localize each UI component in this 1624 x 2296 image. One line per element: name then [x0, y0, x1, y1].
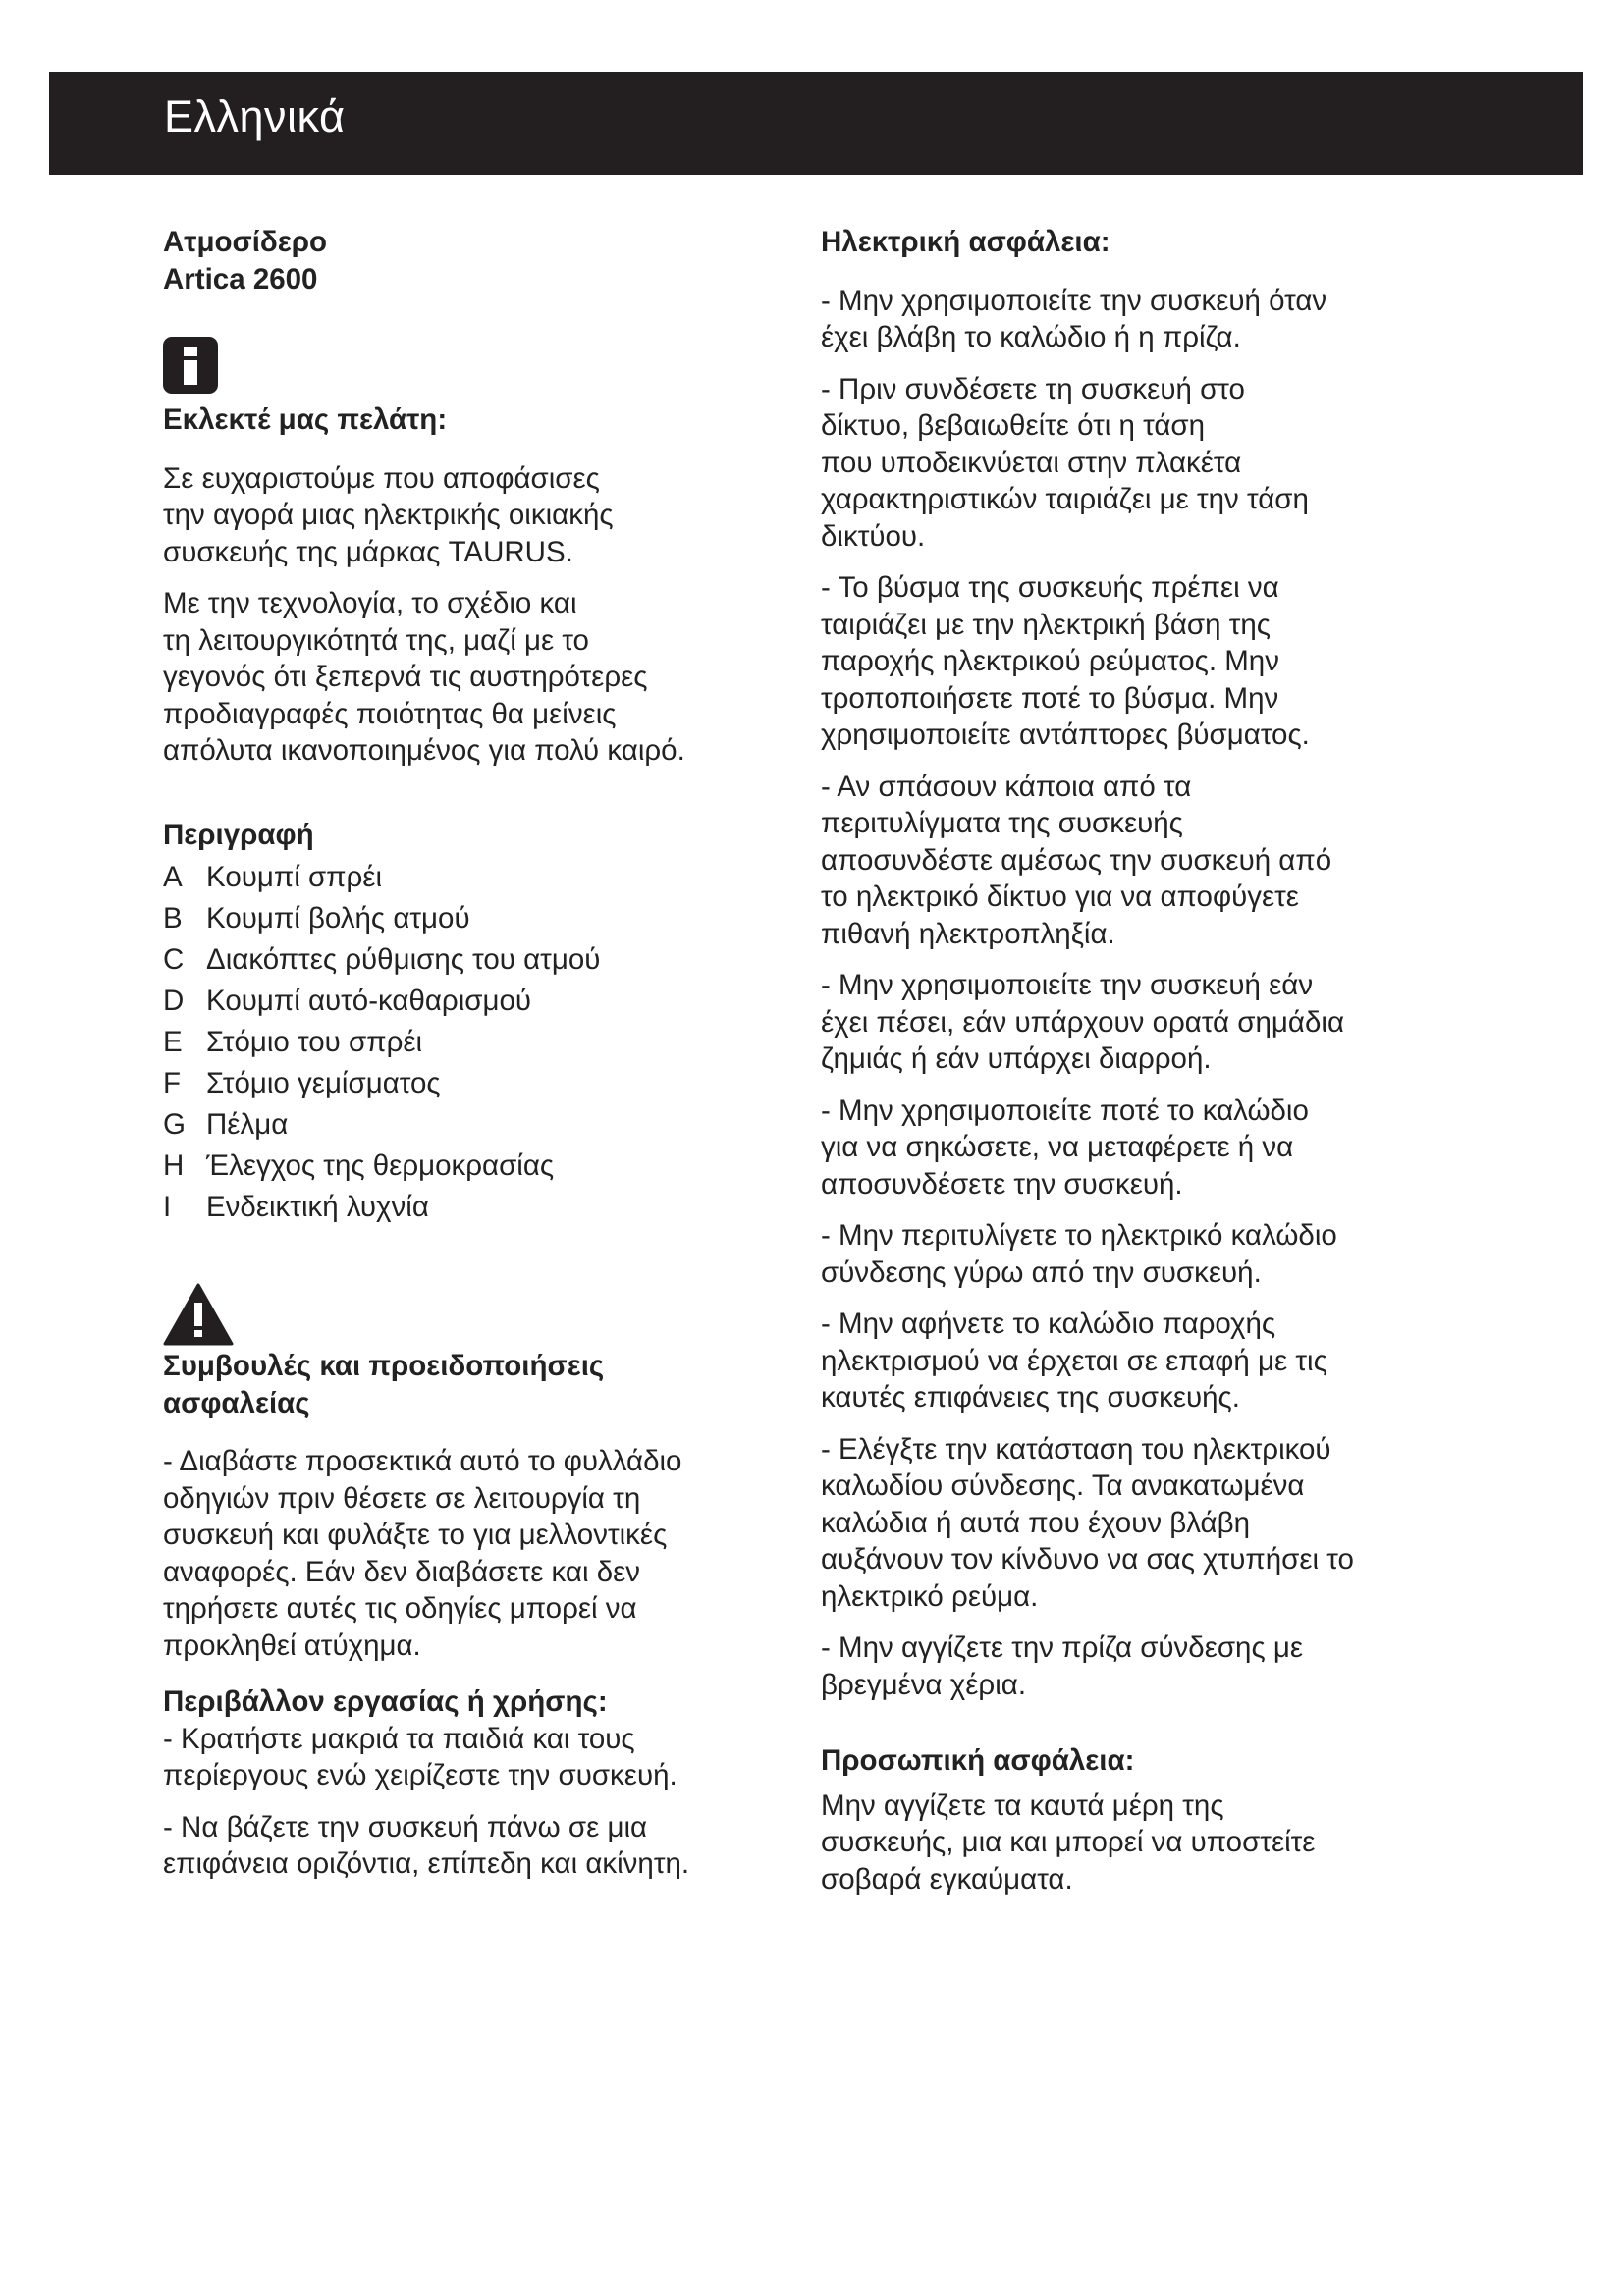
- text-line: έχει πέσει, εάν υπάρχουν ορατά σημάδια: [821, 1005, 1345, 1039]
- text-line: Σε ευχαριστούμε που αποφάσισες: [163, 461, 600, 495]
- text-line: οδηγιών πριν θέσετε σε λειτουργία τη: [163, 1481, 641, 1515]
- description-letter: E: [163, 1026, 183, 1058]
- text-line: απόλυτα ικανοποιημένος για πολύ καιρό.: [163, 734, 685, 767]
- environment-heading: Περιβάλλον εργασίας ή χρήσης:: [163, 1685, 608, 1718]
- text-line: πιθανή ηλεκτροπληξία.: [821, 917, 1115, 950]
- text-line: ηλεκτρικό ρεύμα.: [821, 1579, 1039, 1613]
- description-letter: H: [163, 1149, 185, 1182]
- description-heading: Περιγραφή: [163, 818, 314, 851]
- intro-paragraph: [163, 460, 782, 571]
- text-line: - Ελέγξτε την κατάσταση του ηλεκτρικού: [821, 1432, 1331, 1466]
- electrical-heading: Ηλεκτρική ασφάλεια:: [821, 226, 1110, 258]
- description-text: Κουμπί βολής ατμού: [206, 902, 470, 934]
- description-text: Πέλμα: [206, 1108, 289, 1141]
- environment-item: [163, 1809, 782, 1883]
- right-column: [821, 224, 1439, 1912]
- description-letter: A: [163, 861, 183, 893]
- info-icon: [163, 337, 218, 394]
- text-line: - Μην περιτυλίγετε το ηλεκτρικό καλώδιο: [821, 1219, 1337, 1252]
- description-list: [163, 857, 782, 1228]
- safety-heading-line1: Συμβουλές και προειδοποιήσεις: [163, 1350, 605, 1382]
- description-item: [163, 981, 782, 1022]
- electrical-item: [821, 1217, 1439, 1291]
- text-line: επιφάνεια οριζόντια, επίπεδη και ακίνητη.: [163, 1847, 690, 1880]
- text-line: αποσυνδέστε αμέσως την συσκευή από: [821, 843, 1332, 877]
- description-letter: F: [163, 1067, 182, 1099]
- intro-paragraph: [163, 585, 782, 770]
- environment-items: [163, 1721, 782, 1883]
- description-text: Κουμπί αυτό-καθαρισμού: [206, 985, 532, 1017]
- text-line: το ηλεκτρικό δίκτυο για να αποφύγετε: [821, 881, 1299, 913]
- text-line: - Αν σπάσουν κάποια από τα: [821, 770, 1192, 803]
- safety-intro: [163, 1443, 782, 1664]
- electrical-item: [821, 569, 1439, 754]
- description-item: [163, 1022, 782, 1063]
- electrical-item: [821, 769, 1439, 953]
- left-column: [163, 224, 782, 1897]
- electrical-item: [821, 967, 1439, 1078]
- electrical-item: [821, 1306, 1439, 1416]
- electrical-item: [821, 371, 1439, 556]
- text-line: - Πριν συνδέσετε τη συσκευή στο: [821, 372, 1245, 405]
- text-line: - Μην αφήνετε το καλώδιο παροχής: [821, 1308, 1276, 1340]
- text-line: προκληθεί ατύχημα.: [163, 1629, 421, 1662]
- text-line: έχει βλάβη το καλώδιο ή η πρίζα.: [821, 321, 1241, 353]
- text-line: σοβαρά εγκαύματα.: [821, 1862, 1073, 1896]
- text-line: - Μην χρησιμοποιείτε ποτέ το καλώδιο: [821, 1094, 1309, 1127]
- text-line: Με την τεχνολογία, το σχέδιο και: [163, 587, 577, 619]
- text-line: ηλεκτρισμού να έρχεται σε επαφή με τις: [821, 1344, 1327, 1377]
- description-item: [163, 1104, 782, 1146]
- text-line: Μην αγγίζετε τα καυτά μέρη της: [821, 1789, 1224, 1822]
- product-name: Ατμοσίδερο: [163, 226, 328, 258]
- text-line: - Να βάζετε την συσκευή πάνω σε μια: [163, 1810, 648, 1843]
- description-item: [163, 898, 782, 939]
- electrical-item: [821, 283, 1439, 356]
- text-line: που υποδεικνύεται στην πλακέτα: [821, 446, 1242, 479]
- text-line: για να σηκώσετε, να μεταφέρετε ή να: [821, 1131, 1294, 1163]
- description-text: Έλεγχος της θερμοκρασίας: [206, 1149, 555, 1182]
- text-line: τη λειτουργικότητά της, μαζί με το: [163, 623, 589, 657]
- text-line: σύνδεσης γύρω από την συσκευή.: [821, 1255, 1262, 1289]
- language-header-bar: [49, 72, 1583, 175]
- text-line: δικτύου.: [821, 519, 926, 553]
- description-letter: C: [163, 943, 185, 976]
- text-line: περιτυλίγματα της συσκευής: [821, 807, 1183, 839]
- description-text: Στόμιο γεμίσματος: [206, 1067, 441, 1099]
- text-line: ταιριάζει με την ηλεκτρική βάση της: [821, 608, 1271, 641]
- text-line: - Μην χρησιμοποιείτε την συσκευή εάν: [821, 969, 1314, 1001]
- electrical-items: [821, 283, 1439, 1704]
- description-letter: B: [163, 902, 183, 934]
- personal-heading: Προσωπική ασφάλεια:: [821, 1744, 1135, 1777]
- description-letter: D: [163, 985, 185, 1017]
- description-text: Διακόπτες ρύθμισης του ατμού: [206, 943, 601, 976]
- description-letter: I: [163, 1191, 172, 1223]
- description-text: Στόμιο του σπρέι: [206, 1026, 423, 1058]
- text-line: καλώδια ή αυτά που έχουν βλάβη: [821, 1506, 1250, 1539]
- description-text: Ενδεικτική λυχνία: [206, 1191, 429, 1223]
- description-item: [163, 1063, 782, 1104]
- text-line: ζημιάς ή εάν υπάρχει διαρροή.: [821, 1042, 1212, 1075]
- text-line: - Διαβάστε προσεκτικά αυτό το φυλλάδιο: [163, 1445, 682, 1477]
- description-item: [163, 1187, 782, 1228]
- description-item: [163, 857, 782, 898]
- text-line: προδιαγραφές ποιότητας θα μείνεις: [163, 697, 617, 730]
- electrical-item: [821, 1093, 1439, 1203]
- greeting-heading: Εκλεκτέ μας πελάτη:: [163, 403, 448, 436]
- intro-text: [163, 460, 782, 770]
- description-letter: G: [163, 1108, 186, 1141]
- text-line: - Το βύσμα της συσκευής πρέπει να: [821, 571, 1279, 604]
- text-line: - Κρατήστε μακριά τα παιδιά και τους: [163, 1722, 635, 1755]
- text-line: χαρακτηριστικών ταιριάζει με την τάση: [821, 483, 1309, 515]
- warning-icon: [163, 1283, 234, 1346]
- environment-item: [163, 1721, 782, 1794]
- text-line: αναφορές. Εάν δεν διαβάσετε και δεν: [163, 1555, 641, 1588]
- product-model: Artica 2600: [163, 262, 318, 295]
- electrical-item: [821, 1629, 1439, 1703]
- personal-paragraph: [821, 1788, 1439, 1898]
- text-line: συσκευής, μια και μπορεί να υποστείτε: [821, 1826, 1316, 1858]
- text-line: βρεγμένα χέρια.: [821, 1668, 1027, 1701]
- electrical-item: [821, 1431, 1439, 1616]
- text-line: περίεργους ενώ χειρίζεστε την συσκευή.: [163, 1759, 677, 1791]
- description-item: [163, 1146, 782, 1187]
- text-line: συσκευής της μάρκας TAURUS.: [163, 535, 573, 568]
- text-line: αυξάνουν τον κίνδυνο να σας χτυπήσει το: [821, 1543, 1354, 1575]
- text-line: γεγονός ότι ξεπερνά τις αυστηρότερες: [163, 661, 648, 693]
- safety-heading-line2: ασφαλείας: [163, 1386, 310, 1419]
- text-line: δίκτυο, βεβαιωθείτε ότι η τάση: [821, 409, 1206, 442]
- language-title: Ελληνικά: [164, 91, 346, 141]
- text-line: τροποποιήσετε ποτέ το βύσμα. Μην: [821, 681, 1279, 715]
- description-item: [163, 939, 782, 981]
- text-line: συσκευή και φυλάξτε το για μελλοντικές: [163, 1519, 668, 1551]
- text-line: - Μην αγγίζετε την πρίζα σύνδεσης με: [821, 1631, 1304, 1664]
- text-line: τηρήσετε αυτές τις οδηγίες μπορεί να: [163, 1592, 637, 1625]
- text-line: παροχής ηλεκτρικού ρεύματος. Μην: [821, 645, 1279, 677]
- description-text: Κουμπί σπρέι: [206, 861, 383, 893]
- text-line: χρησιμοποιείτε αντάπτορες βύσματος.: [821, 719, 1310, 751]
- text-line: καυτές επιφάνειες της συσκευής.: [821, 1381, 1240, 1414]
- personal-text: [821, 1788, 1439, 1898]
- text-line: την αγορά μιας ηλεκτρικής οικιακής: [163, 499, 614, 531]
- text-line: αποσυνδέσετε την συσκευή.: [821, 1167, 1183, 1201]
- text-line: καλωδίου σύνδεσης. Τα ανακατωμένα: [821, 1469, 1305, 1502]
- text-line: - Μην χρησιμοποιείτε την συσκευή όταν: [821, 284, 1327, 317]
